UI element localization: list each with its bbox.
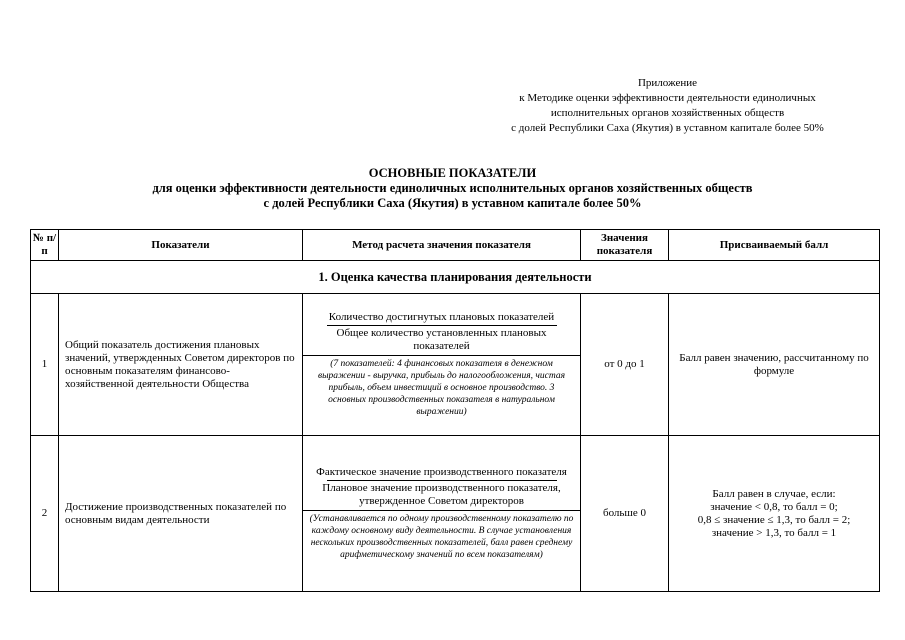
row-score [669, 436, 880, 592]
section-row [31, 261, 880, 294]
formula-note: (Устанавливается по одному производственному показателю по каждому основному виду деятельности. В случае установления нескольких производственных показателей, балл равен среднему арифметическому значений по всем показателям) [303, 510, 580, 563]
row-values: от 0 до 1 [581, 294, 669, 436]
formula [303, 309, 580, 355]
header-values: Значения показателя [581, 230, 669, 261]
table-row [31, 294, 880, 436]
score-line-3: 0,8 ≤ значение ≤ 1,3, то балл = 2; [697, 513, 851, 526]
formula-denominator: Плановое значение производственного показателя, утвержденное Советом директоров [322, 482, 561, 507]
row-method [303, 294, 581, 436]
table-row [31, 436, 880, 592]
score-line-1: Балл равен в случае, если: [712, 487, 836, 500]
document-title [0, 166, 905, 211]
appendix-header [470, 76, 865, 136]
header-score: Присваиваемый балл [669, 230, 880, 261]
appendix-line-3: исполнительных органов хозяйственных обществ [550, 107, 785, 119]
header-num: № п/п [31, 230, 59, 261]
row-score: Балл равен значению, рассчитанному по формуле [669, 294, 880, 436]
formula-numerator: Количество достигнутых плановых показателей [328, 311, 555, 323]
formula-denominator: Общее количество установленных плановых показателей [336, 327, 547, 352]
title-line-2: для оценки эффективности деятельности единоличных исполнительных органов хозяйственных обществ [152, 181, 753, 195]
appendix-line-2: к Методике оценки эффективности деятельности единоличных [519, 92, 816, 104]
row-num: 1 [31, 294, 59, 436]
indicators-table [30, 229, 880, 592]
row-indicator: Достижение производственных показателей по основным видам деятельности [59, 436, 303, 592]
row-values: больше 0 [581, 436, 669, 592]
row-indicator: Общий показатель достижения плановых значений, утвержденных Советом директоров по основным показателям финансово-хозяйственной деятельности Общества [59, 294, 303, 436]
appendix-line-1: Приложение [637, 77, 698, 89]
table-header-row [31, 230, 880, 261]
title-line-3: с долей Республики Саха (Якутия) в уставном капитале более 50% [263, 196, 642, 210]
fraction-line [327, 480, 557, 481]
formula-numerator: Фактическое значение производственного показателя [316, 466, 567, 478]
header-indicator: Показатели [59, 230, 303, 261]
title-line-1: ОСНОВНЫЕ ПОКАЗАТЕЛИ [368, 166, 537, 180]
score-line-2: значение < 0,8, то балл = 0; [710, 500, 838, 513]
section-title: 1. Оценка качества планирования деятельности [31, 261, 880, 294]
formula-note: (7 показателей: 4 финансовых показателя в денежном выражении - выручка, прибыль до налогообложения, чистая прибыль, объем инвестиций в основное производство. 3 основных производственных показателя в натуральном выражении) [303, 355, 580, 420]
fraction-line [327, 325, 557, 326]
row-method [303, 436, 581, 592]
score-line-4: значение > 1,3, то балл = 1 [711, 526, 837, 539]
formula [303, 464, 580, 510]
header-method: Метод расчета значения показателя [303, 230, 581, 261]
appendix-line-4: с долей Республики Саха (Якутия) в уставном капитале более 50% [511, 122, 824, 134]
row-num: 2 [31, 436, 59, 592]
